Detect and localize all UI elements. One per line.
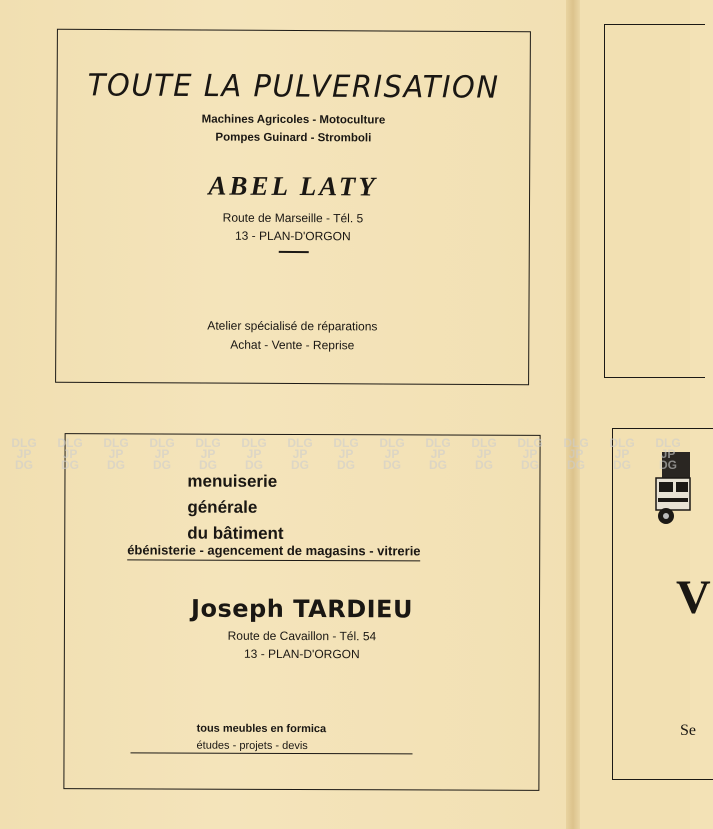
address-line-2: 13 - PLAN-D'ORGON <box>234 228 351 244</box>
trade-line-2: générale <box>187 497 258 517</box>
ad-abel-laty <box>55 29 531 385</box>
address-line-2: 13 - PLAN-D'ORGON <box>244 646 360 662</box>
watermark-item: DLG JP DG <box>241 436 267 472</box>
footer <box>197 721 327 755</box>
services-line-2: Achat - Vente - Reprise <box>230 337 355 353</box>
watermark-item: DLG JP DG <box>517 436 543 472</box>
services-line: ébénisterie - agencement de magasins - vitrerie <box>127 542 420 561</box>
watermark-item: DLG JP DG <box>57 436 83 472</box>
right-page-partial-text: Se <box>680 722 696 739</box>
watermark-item: DLG JP DG <box>149 436 175 472</box>
watermark-item: DLG JP DG <box>379 436 405 472</box>
watermark-item: DLG JP DG <box>195 436 221 472</box>
address-line-1: Route de Marseille - Tél. 5 <box>222 210 364 226</box>
products-line-1: Machines Agricoles - Motoculture <box>201 113 386 127</box>
products-line-2: Pompes Guinard - Stromboli <box>215 131 372 145</box>
ad-tardieu <box>63 433 540 791</box>
ad-headline: TOUTE LA PULVERISATION <box>87 67 500 105</box>
watermark-item: DLG JP DG <box>471 436 497 472</box>
right-frame-top <box>604 24 705 378</box>
watermark-item: DLG JP DG <box>609 436 635 472</box>
watermark-item: DLG JP DG <box>333 436 359 472</box>
address-line-1: Route de Cavaillon - Tél. 54 <box>227 628 377 644</box>
watermark-item: DLG JP DG <box>425 436 451 472</box>
page-fold <box>566 0 580 829</box>
footer-line-2: études - projets - devis <box>196 739 308 753</box>
services-line-1: Atelier spécialisé de réparations <box>207 318 378 334</box>
divider <box>279 251 309 253</box>
right-page-big-letter: V <box>676 571 711 624</box>
company-name: ABEL LATY <box>208 170 378 202</box>
watermark-item: DLG JP DG <box>11 436 37 472</box>
watermark-item: DLG JP DG <box>103 436 129 472</box>
watermark-item: DLG JP DG <box>287 436 313 472</box>
footer-line-1: tous meubles en formica <box>196 722 327 736</box>
watermark-item: DLG JP DG <box>655 436 681 472</box>
trade-line-1: menuiserie <box>187 471 278 491</box>
truck-illustration <box>652 452 690 532</box>
watermark-item: DLG JP DG <box>563 436 589 472</box>
trade-lines <box>187 469 284 547</box>
company-name: Joseph TARDIEU <box>191 594 414 624</box>
trade-line-3: du bâtiment <box>187 523 284 543</box>
